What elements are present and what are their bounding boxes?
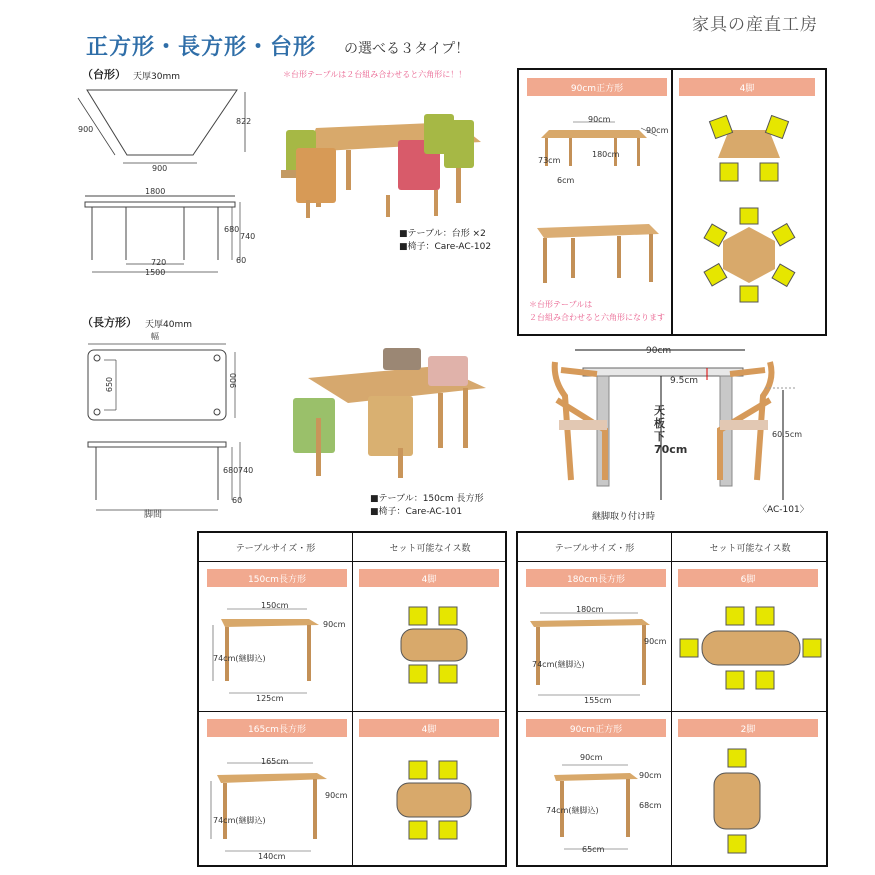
right-header-chairs: セット可能なイス数 <box>709 544 791 554</box>
left-row2-b: 140cm <box>258 852 286 861</box>
box-top-dim-top: 90cm <box>588 115 611 124</box>
right-row2-b: 65cm <box>582 845 605 854</box>
side-view-caption: 継脚取り付け時 <box>592 512 656 522</box>
page-headline-sub: の選べる３タイプ！ <box>344 41 470 57</box>
right-row2-w: 90cm <box>580 753 603 762</box>
brand-name: 家具の産直工房 <box>692 15 818 35</box>
rect-h1-dim: 680 <box>223 466 239 475</box>
left-row2-chairs: 4脚 <box>359 719 499 737</box>
box-top-size-label: 90cm正方形 <box>527 78 667 96</box>
rect-h2-dim: 740 <box>238 466 254 475</box>
trapezoid-h1-dim: 680 <box>224 225 240 234</box>
right-row2-h: 74cm(継脚込) <box>546 806 599 815</box>
left-row2-layout <box>389 755 479 845</box>
box-top-note1: ＊台形テーブルは <box>529 300 593 309</box>
side-view-seat-height: 60.5cm <box>772 430 803 439</box>
rect-inner-dim: 650 <box>105 376 115 393</box>
rect-foot-dim: 60 <box>232 496 243 505</box>
size-table-left <box>197 531 507 867</box>
side-view-gap: 9.5cm <box>670 376 699 386</box>
side-view-width: 90cm <box>646 346 672 356</box>
left-header-size: テーブルサイズ・形 <box>235 544 316 554</box>
box-top-layout-4chairs <box>704 110 794 190</box>
box-top-note2: ２台組み合わせると六角形になります <box>529 313 665 322</box>
right-row-divider <box>518 711 826 712</box>
box-top-dim-side: 90cm <box>646 126 669 135</box>
left-row2-d: 90cm <box>325 791 348 800</box>
box-top-chairs-label: 4脚 <box>679 78 815 96</box>
left-row1-chairs: 4脚 <box>359 569 499 587</box>
right-row1-size: 180cm長方形 <box>526 569 666 587</box>
right-col-divider <box>671 533 672 865</box>
left-row2-w: 165cm <box>261 757 289 766</box>
rect-title: （長方形） <box>82 316 137 329</box>
box-top-dim-span: 180cm <box>592 150 620 159</box>
side-view-under-label: 天板下70cm <box>654 404 688 456</box>
trapezoid-total-dim: 1800 <box>145 187 166 196</box>
left-row2-size: 165cm長方形 <box>207 719 347 737</box>
rect-width-label: 幅 <box>151 332 159 341</box>
left-row-divider <box>199 711 505 712</box>
trapezoid-note: ＊台形テーブルは２台組み合わせると六角形に！！ <box>283 70 467 79</box>
rect-front-diagram <box>84 438 249 518</box>
rect-set-photo <box>288 348 488 483</box>
left-col-divider <box>352 533 353 865</box>
right-row1-d: 90cm <box>644 637 667 646</box>
left-header-chairs: セット可能なイス数 <box>389 544 471 554</box>
trapezoid-title: （台形） <box>82 68 126 81</box>
trapezoid-depth-dim: 822 <box>236 117 252 126</box>
side-view-model: 〈AC-101〉 <box>758 505 809 515</box>
right-row2-d: 90cm <box>639 771 662 780</box>
trapezoid-foot-dim: 60 <box>236 256 247 265</box>
trapezoid-bottom-dim: 900 <box>152 164 168 173</box>
right-row2-h2: 68cm <box>639 801 662 810</box>
rect-leg-gap: 脚間 <box>144 510 163 520</box>
left-row1-h: 74cm(継脚込) <box>213 654 266 663</box>
trapezoid-base-dim: 1500 <box>145 268 166 277</box>
right-row1-layout <box>678 603 823 693</box>
trapezoid-spec-chair: ■椅子：Care-AC-102 <box>399 242 492 252</box>
trapezoid-spec-table: ■テーブル：台形 ×2 <box>399 229 486 239</box>
right-row2-size: 90cm正方形 <box>526 719 666 737</box>
trapezoid-h2-dim: 740 <box>240 232 256 241</box>
box-top-hexagon-photo <box>529 210 669 290</box>
box-top-dim-foot: 6cm <box>557 176 575 185</box>
size-table-right <box>516 531 828 867</box>
trapezoid-config-box <box>517 68 827 336</box>
trapezoid-side-dim: 900 <box>78 125 94 134</box>
left-row1-table-diagram <box>207 597 347 702</box>
right-header-size: テーブルサイズ・形 <box>554 544 635 554</box>
rect-thickness: 天厚40mm <box>145 320 192 330</box>
right-row1-w: 180cm <box>576 605 604 614</box>
right-header-divider <box>518 561 826 562</box>
box-top-divider <box>671 70 673 334</box>
right-row1-chairs: 6脚 <box>678 569 818 587</box>
rect-spec-table: ■テーブル：150cm 長方形 <box>370 494 484 504</box>
right-row2-layout <box>708 745 788 860</box>
left-row1-d: 90cm <box>323 620 346 629</box>
trapezoid-thickness: 天厚30mm <box>133 72 180 82</box>
box-top-layout-6chairs <box>699 205 799 305</box>
right-row1-h: 74cm(継脚込) <box>532 660 585 669</box>
rect-depth-dim: 900 <box>229 372 239 389</box>
right-row1-b: 155cm <box>584 696 612 705</box>
left-row1-b: 125cm <box>256 694 284 703</box>
box-top-dim-height: 73cm <box>538 156 561 165</box>
page-headline: 正方形・長方形・台形 <box>86 35 317 60</box>
rect-spec-chair: ■椅子：Care-AC-101 <box>370 507 463 517</box>
left-row1-layout <box>389 601 479 691</box>
right-row2-chairs: 2脚 <box>678 719 818 737</box>
left-row1-w: 150cm <box>261 601 289 610</box>
left-row2-h: 74cm(継脚込) <box>213 816 266 825</box>
left-row1-size: 150cm長方形 <box>207 569 347 587</box>
trapezoid-set-photo <box>276 100 488 220</box>
trapezoid-inner-dim: 720 <box>151 258 167 267</box>
